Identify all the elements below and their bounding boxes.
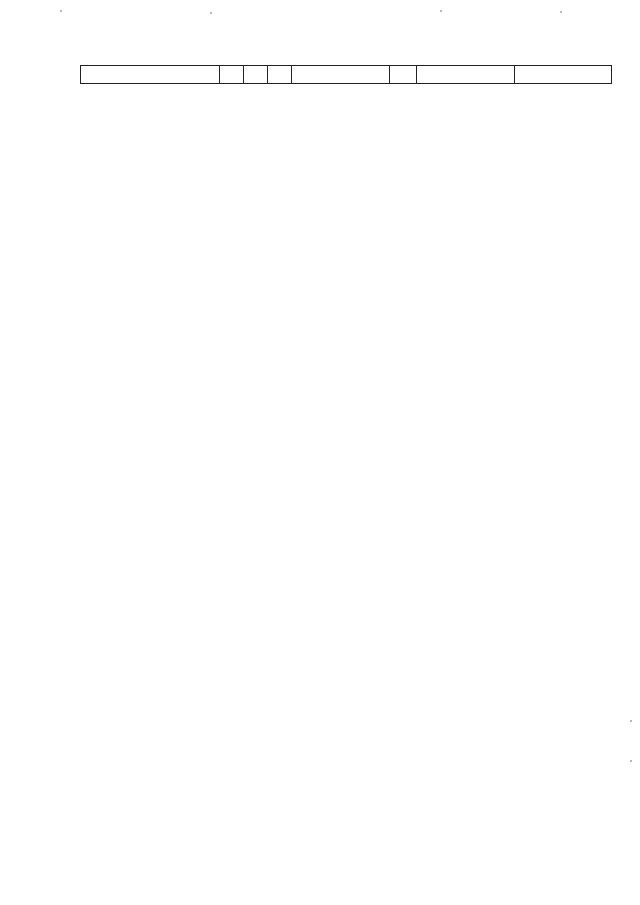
header-cell-2 <box>220 66 244 83</box>
header-cell-1 <box>81 66 220 83</box>
header-cell-5 <box>292 66 390 83</box>
table-header-row <box>80 65 612 84</box>
header-cell-8 <box>515 66 611 83</box>
header-cell-6 <box>390 66 417 83</box>
scan-speck <box>210 12 212 14</box>
header-cell-3 <box>244 66 268 83</box>
header-cell-4 <box>268 66 292 83</box>
header-cell-7 <box>417 66 515 83</box>
scan-speck <box>630 760 632 762</box>
scan-speck <box>630 720 632 722</box>
scan-speck <box>60 10 62 12</box>
scan-speck <box>440 10 442 12</box>
scan-speck <box>560 11 562 13</box>
